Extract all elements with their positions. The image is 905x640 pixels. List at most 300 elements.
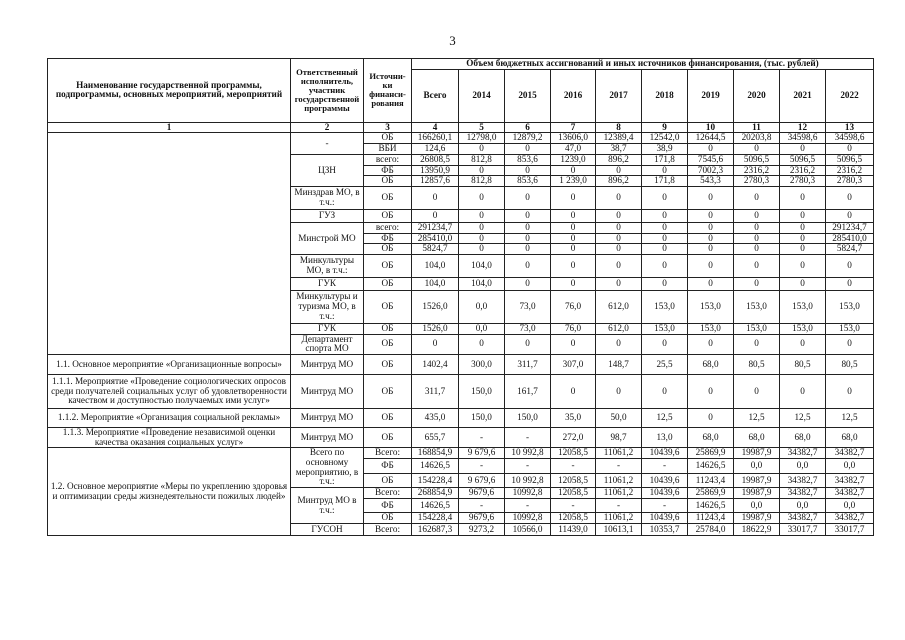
header-year: 2015 xyxy=(505,69,551,122)
year-value-cell: 0 xyxy=(780,254,826,277)
total-cell: 268854,9 xyxy=(412,488,459,499)
year-value-cell: 80,5 xyxy=(826,354,874,374)
year-value-cell: 34382,7 xyxy=(826,488,874,499)
year-value-cell: 0 xyxy=(505,186,551,209)
year-value-cell: 0 xyxy=(734,209,780,222)
year-value-cell: 272,0 xyxy=(551,427,596,447)
year-value-cell: 12,5 xyxy=(826,408,874,427)
year-value-cell: 12798,0 xyxy=(459,133,505,144)
year-value-cell: 11061,2 xyxy=(596,488,642,499)
year-value-cell: 38,7 xyxy=(596,144,642,155)
year-value-cell: 10 992,8 xyxy=(505,448,551,459)
year-value-cell: 0 xyxy=(459,334,505,354)
year-value-cell: 0 xyxy=(505,233,551,244)
table-row xyxy=(48,408,874,427)
source-cell: ОБ xyxy=(364,176,412,187)
total-cell: 5824,7 xyxy=(412,244,459,255)
year-value-cell: - xyxy=(596,459,642,474)
year-value-cell: 73,0 xyxy=(505,323,551,334)
year-value-cell: 0 xyxy=(459,165,505,176)
header-year: 2021 xyxy=(780,69,826,122)
year-value-cell: 34382,7 xyxy=(826,474,874,488)
total-cell: 1526,0 xyxy=(412,290,459,323)
source-cell: ФБ xyxy=(364,459,412,474)
year-value-cell: 0,0 xyxy=(459,290,505,323)
year-value-cell: 0 xyxy=(688,244,734,255)
year-value-cell: 12,5 xyxy=(734,408,780,427)
year-value-cell: 2780,3 xyxy=(826,176,874,187)
year-value-cell: 0 xyxy=(826,144,874,155)
total-cell: 154228,4 xyxy=(412,513,459,524)
program-name-cell: 1.1.1. Мероприятие «Проведение социологических опросов среди получателей социальных услуг об удовлетворенности качеством и доступностью получаемых ими услуг» xyxy=(48,374,291,408)
year-value-cell: 0 xyxy=(826,374,874,408)
total-cell: 162687,3 xyxy=(412,524,459,536)
year-value-cell: 12644,5 xyxy=(688,133,734,144)
year-value-cell: 0 xyxy=(734,233,780,244)
year-value-cell: 25869,9 xyxy=(688,448,734,459)
year-value-cell: 19987,9 xyxy=(734,448,780,459)
year-value-cell: 10 992,8 xyxy=(505,474,551,488)
source-cell: ФБ xyxy=(364,165,412,176)
year-value-cell: 0 xyxy=(642,374,688,408)
page-number: 3 xyxy=(449,33,456,48)
source-cell: ОБ xyxy=(364,186,412,209)
total-cell: 14626,5 xyxy=(412,499,459,513)
year-value-cell: 0,0 xyxy=(734,459,780,474)
year-value-cell: 10992,8 xyxy=(505,488,551,499)
year-value-cell: 0 xyxy=(642,222,688,233)
year-value-cell: 0 xyxy=(596,244,642,255)
year-value-cell: 153,0 xyxy=(642,323,688,334)
year-value-cell: - xyxy=(505,459,551,474)
year-value-cell: 12542,0 xyxy=(642,133,688,144)
total-cell: 285410,0 xyxy=(412,233,459,244)
header-funding-group: Объем бюджетных ассигнований и иных источников финансирования, (тыс. рублей) xyxy=(412,59,874,70)
year-value-cell: 0 xyxy=(551,374,596,408)
year-value-cell: 12389,4 xyxy=(596,133,642,144)
year-value-cell: 2780,3 xyxy=(780,176,826,187)
year-value-cell: 9273,2 xyxy=(459,524,505,536)
year-value-cell: 10353,7 xyxy=(642,524,688,536)
total-cell: 104,0 xyxy=(412,254,459,277)
source-cell: Всего: xyxy=(364,488,412,499)
year-value-cell: 68,0 xyxy=(780,427,826,447)
responsible-cell: Минтруд МО xyxy=(291,354,364,374)
year-value-cell: 25869,9 xyxy=(688,488,734,499)
year-value-cell: 0 xyxy=(551,209,596,222)
total-cell: 655,7 xyxy=(412,427,459,447)
year-value-cell: 171,8 xyxy=(642,176,688,187)
source-cell: ФБ xyxy=(364,499,412,513)
year-value-cell: 11061,2 xyxy=(596,448,642,459)
year-value-cell: 153,0 xyxy=(688,323,734,334)
year-value-cell: 0 xyxy=(551,233,596,244)
year-value-cell: 98,7 xyxy=(596,427,642,447)
year-value-cell: 9679,6 xyxy=(459,513,505,524)
year-value-cell: 0 xyxy=(596,277,642,290)
year-value-cell: 543,3 xyxy=(688,176,734,187)
year-value-cell: 34382,7 xyxy=(780,448,826,459)
source-cell: ОБ xyxy=(364,427,412,447)
year-value-cell: 0,0 xyxy=(780,459,826,474)
year-value-cell: 0 xyxy=(551,244,596,255)
year-value-cell: 0 xyxy=(642,244,688,255)
year-value-cell: - xyxy=(642,459,688,474)
year-value-cell: 0 xyxy=(780,334,826,354)
source-cell: ОБ xyxy=(364,474,412,488)
responsible-cell: Минтруд МО xyxy=(291,374,364,408)
header-responsible: Ответственный исполнитель, участник государственной программы xyxy=(291,59,364,123)
total-cell: 124,6 xyxy=(412,144,459,155)
year-value-cell: 0 xyxy=(642,165,688,176)
year-value-cell: 896,2 xyxy=(596,176,642,187)
column-number: 2 xyxy=(291,122,364,133)
year-value-cell: 35,0 xyxy=(551,408,596,427)
year-value-cell: 0 xyxy=(688,186,734,209)
year-value-cell: 5096,5 xyxy=(826,154,874,165)
year-value-cell: 34382,7 xyxy=(780,513,826,524)
responsible-cell: ЦЗН xyxy=(291,154,364,186)
year-value-cell: 307,0 xyxy=(551,354,596,374)
column-number: 13 xyxy=(826,122,874,133)
year-value-cell: 13,0 xyxy=(642,427,688,447)
total-cell: 14626,5 xyxy=(412,459,459,474)
year-value-cell: 0 xyxy=(505,165,551,176)
year-value-cell: 34382,7 xyxy=(780,488,826,499)
year-value-cell: 0 xyxy=(459,244,505,255)
year-value-cell: 0 xyxy=(734,144,780,155)
year-value-cell: 19987,9 xyxy=(734,513,780,524)
header-year: 2019 xyxy=(688,69,734,122)
year-value-cell: 10992,8 xyxy=(505,513,551,524)
responsible-cell: Минздрав МО, в т.ч.: xyxy=(291,186,364,209)
year-value-cell: 0 xyxy=(505,222,551,233)
year-value-cell: 0 xyxy=(551,334,596,354)
year-value-cell: 0 xyxy=(642,209,688,222)
total-cell: 26808,5 xyxy=(412,154,459,165)
year-value-cell: - xyxy=(596,499,642,513)
column-number: 3 xyxy=(364,122,412,133)
source-cell: ОБ xyxy=(364,354,412,374)
year-value-cell: - xyxy=(459,427,505,447)
year-value-cell: 153,0 xyxy=(688,290,734,323)
column-numbers-row xyxy=(48,122,874,133)
column-number: 11 xyxy=(734,122,780,133)
source-cell: ВБИ xyxy=(364,144,412,155)
year-value-cell: 104,0 xyxy=(459,277,505,290)
year-value-cell: 0 xyxy=(596,254,642,277)
header-name: Наименование государственной программы, подпрограммы, основных мероприятий, мероприятий xyxy=(48,59,291,123)
year-value-cell: 150,0 xyxy=(505,408,551,427)
year-value-cell: 0 xyxy=(734,254,780,277)
year-value-cell: 0 xyxy=(596,222,642,233)
year-value-cell: 12058,5 xyxy=(551,448,596,459)
year-value-cell: 0 xyxy=(642,334,688,354)
year-value-cell: 9 679,6 xyxy=(459,448,505,459)
year-value-cell: - xyxy=(459,459,505,474)
column-number: 8 xyxy=(596,122,642,133)
column-number: 4 xyxy=(412,122,459,133)
year-value-cell: 50,0 xyxy=(596,408,642,427)
year-value-cell: 0 xyxy=(459,222,505,233)
year-value-cell: 0 xyxy=(780,186,826,209)
year-value-cell: 0 xyxy=(688,334,734,354)
year-value-cell: 12,5 xyxy=(780,408,826,427)
year-value-cell: 19987,9 xyxy=(734,488,780,499)
year-value-cell: 12879,2 xyxy=(505,133,551,144)
year-value-cell: 153,0 xyxy=(826,323,874,334)
year-value-cell: 12,5 xyxy=(642,408,688,427)
year-value-cell: 0 xyxy=(780,222,826,233)
year-value-cell: 73,0 xyxy=(505,290,551,323)
responsible-cell: ГУЗ xyxy=(291,209,364,222)
header-year: 2014 xyxy=(459,69,505,122)
year-value-cell: 5096,5 xyxy=(734,154,780,165)
year-value-cell: 10439,6 xyxy=(642,513,688,524)
year-value-cell: 0 xyxy=(780,374,826,408)
responsible-cell: Департамент спорта МО xyxy=(291,334,364,354)
total-cell: 13950,9 xyxy=(412,165,459,176)
year-value-cell: 5096,5 xyxy=(780,154,826,165)
year-value-cell: 311,7 xyxy=(505,354,551,374)
table-row xyxy=(48,374,874,408)
year-value-cell: 812,8 xyxy=(459,176,505,187)
year-value-cell: 153,0 xyxy=(826,290,874,323)
total-cell: 12857,6 xyxy=(412,176,459,187)
year-value-cell: 80,5 xyxy=(780,354,826,374)
column-number: 9 xyxy=(642,122,688,133)
year-value-cell: 68,0 xyxy=(826,427,874,447)
year-value-cell: 47,0 xyxy=(551,144,596,155)
year-value-cell: 0 xyxy=(826,254,874,277)
header-year: 2020 xyxy=(734,69,780,122)
column-number: 1 xyxy=(48,122,291,133)
year-value-cell: 0 xyxy=(734,186,780,209)
year-value-cell: 896,2 xyxy=(596,154,642,165)
year-value-cell: 0 xyxy=(688,144,734,155)
year-value-cell: 13606,0 xyxy=(551,133,596,144)
responsible-cell: Минкультуры и туризма МО, в т.ч.: xyxy=(291,290,364,323)
year-value-cell: 9 679,6 xyxy=(459,474,505,488)
column-number: 10 xyxy=(688,122,734,133)
year-value-cell: 0 xyxy=(688,209,734,222)
year-value-cell: 34382,7 xyxy=(826,513,874,524)
responsible-cell: Минтруд МО xyxy=(291,408,364,427)
source-cell: всего: xyxy=(364,154,412,165)
source-cell: ОБ xyxy=(364,133,412,144)
year-value-cell: 0 xyxy=(734,244,780,255)
year-value-cell: 10566,0 xyxy=(505,524,551,536)
header-year: 2018 xyxy=(642,69,688,122)
year-value-cell: 153,0 xyxy=(734,290,780,323)
source-cell: ОБ xyxy=(364,323,412,334)
year-value-cell: 0 xyxy=(734,334,780,354)
year-value-cell: 150,0 xyxy=(459,408,505,427)
year-value-cell: 0 xyxy=(734,374,780,408)
year-value-cell: 9679,6 xyxy=(459,488,505,499)
year-value-cell: 2316,2 xyxy=(780,165,826,176)
source-cell: Всего: xyxy=(364,448,412,459)
year-value-cell: 14626,5 xyxy=(688,459,734,474)
total-cell: 0 xyxy=(412,209,459,222)
year-value-cell: 0 xyxy=(642,233,688,244)
responsible-cell: Минстрой МО xyxy=(291,222,364,254)
total-cell: 104,0 xyxy=(412,277,459,290)
year-value-cell: 0 xyxy=(505,334,551,354)
year-value-cell: 0 xyxy=(734,277,780,290)
column-number: 12 xyxy=(780,122,826,133)
column-number: 7 xyxy=(551,122,596,133)
header-year: 2022 xyxy=(826,69,874,122)
year-value-cell: 612,0 xyxy=(596,323,642,334)
year-value-cell: 12058,5 xyxy=(551,474,596,488)
year-value-cell: 153,0 xyxy=(734,323,780,334)
year-value-cell: 0 xyxy=(459,233,505,244)
table-row xyxy=(48,354,874,374)
source-cell: ОБ xyxy=(364,334,412,354)
year-value-cell: 19987,9 xyxy=(734,474,780,488)
year-value-cell: 0 xyxy=(551,165,596,176)
responsible-cell: Минкультуры МО, в т.ч.: xyxy=(291,254,364,277)
year-value-cell: 0 xyxy=(688,233,734,244)
year-value-cell: 150,0 xyxy=(459,374,505,408)
responsible-cell: - xyxy=(291,133,364,155)
source-cell: ОБ xyxy=(364,244,412,255)
header-year: 2016 xyxy=(551,69,596,122)
year-value-cell: 0 xyxy=(459,209,505,222)
year-value-cell: 11243,4 xyxy=(688,513,734,524)
year-value-cell: - xyxy=(551,499,596,513)
year-value-cell: 12058,5 xyxy=(551,488,596,499)
year-value-cell: 0 xyxy=(688,254,734,277)
total-cell: 166260,1 xyxy=(412,133,459,144)
year-value-cell: 812,8 xyxy=(459,154,505,165)
year-value-cell: 0 xyxy=(596,186,642,209)
program-name-cell xyxy=(48,133,291,355)
total-cell: 0 xyxy=(412,334,459,354)
year-value-cell: 25784,0 xyxy=(688,524,734,536)
header-year: 2017 xyxy=(596,69,642,122)
year-value-cell: 0 xyxy=(780,244,826,255)
program-name-cell: 1.1.3. Мероприятие «Проведение независимой оценки качества оказания социальных услуг» xyxy=(48,427,291,447)
year-value-cell: 153,0 xyxy=(642,290,688,323)
year-value-cell: 0 xyxy=(642,254,688,277)
year-value-cell: 0 xyxy=(642,277,688,290)
total-cell: 168854,9 xyxy=(412,448,459,459)
year-value-cell: 0 xyxy=(734,222,780,233)
total-cell: 1402,4 xyxy=(412,354,459,374)
year-value-cell: 0 xyxy=(551,254,596,277)
year-value-cell: - xyxy=(505,427,551,447)
year-value-cell: 0 xyxy=(688,408,734,427)
year-value-cell: - xyxy=(459,499,505,513)
year-value-cell: 7002,3 xyxy=(688,165,734,176)
year-value-cell: 0 xyxy=(826,186,874,209)
source-cell: ОБ xyxy=(364,254,412,277)
responsible-cell: ГУК xyxy=(291,323,364,334)
year-value-cell: 853,6 xyxy=(505,154,551,165)
year-value-cell: 25,5 xyxy=(642,354,688,374)
source-cell: Всего: xyxy=(364,524,412,536)
year-value-cell: 0,0 xyxy=(459,323,505,334)
year-value-cell: 612,0 xyxy=(596,290,642,323)
table-row xyxy=(48,427,874,447)
year-value-cell: - xyxy=(505,499,551,513)
year-value-cell: 68,0 xyxy=(688,354,734,374)
total-cell: 1526,0 xyxy=(412,323,459,334)
year-value-cell: - xyxy=(551,459,596,474)
year-value-cell: 0 xyxy=(596,334,642,354)
year-value-cell: 14626,5 xyxy=(688,499,734,513)
responsible-cell: ГУСОН xyxy=(291,524,364,536)
year-value-cell: 0 xyxy=(780,144,826,155)
column-number: 5 xyxy=(459,122,505,133)
year-value-cell: 34382,7 xyxy=(826,448,874,459)
year-value-cell: 11061,2 xyxy=(596,513,642,524)
year-value-cell: 5824,7 xyxy=(826,244,874,255)
year-value-cell: 0 xyxy=(551,186,596,209)
source-cell: ОБ xyxy=(364,513,412,524)
year-value-cell: 0 xyxy=(688,222,734,233)
year-value-cell: 0 xyxy=(505,144,551,155)
year-value-cell: 148,7 xyxy=(596,354,642,374)
year-value-cell: 171,8 xyxy=(642,154,688,165)
year-value-cell: 0 xyxy=(551,277,596,290)
year-value-cell: 0 xyxy=(780,277,826,290)
year-value-cell: 10439,6 xyxy=(642,488,688,499)
budget-table xyxy=(47,58,874,536)
year-value-cell: 300,0 xyxy=(459,354,505,374)
year-value-cell: 10439,6 xyxy=(642,448,688,459)
total-cell: 311,7 xyxy=(412,374,459,408)
source-cell: ОБ xyxy=(364,408,412,427)
year-value-cell: 68,0 xyxy=(734,427,780,447)
year-value-cell: 0 xyxy=(826,209,874,222)
year-value-cell: 34382,7 xyxy=(780,474,826,488)
year-value-cell: 33017,7 xyxy=(826,524,874,536)
year-value-cell: 161,7 xyxy=(505,374,551,408)
responsible-cell: ГУК xyxy=(291,277,364,290)
year-value-cell: 0,0 xyxy=(826,499,874,513)
year-value-cell: 2780,3 xyxy=(734,176,780,187)
year-value-cell: 33017,7 xyxy=(780,524,826,536)
source-cell: ОБ xyxy=(364,374,412,408)
year-value-cell: 291234,7 xyxy=(826,222,874,233)
year-value-cell: 0 xyxy=(826,334,874,354)
year-value-cell: 0,0 xyxy=(734,499,780,513)
year-value-cell: 38,9 xyxy=(642,144,688,155)
year-value-cell: 10613,1 xyxy=(596,524,642,536)
year-value-cell: 0 xyxy=(505,209,551,222)
year-value-cell: 1239,0 xyxy=(551,154,596,165)
program-name-cell: 1.1.2. Мероприятие «Организация социальной рекламы» xyxy=(48,408,291,427)
year-value-cell: 0 xyxy=(596,233,642,244)
header-total: Всего xyxy=(412,69,459,122)
responsible-cell: Минтруд МО xyxy=(291,427,364,447)
year-value-cell: 0,0 xyxy=(826,459,874,474)
year-value-cell: 80,5 xyxy=(734,354,780,374)
year-value-cell: 0 xyxy=(688,277,734,290)
year-value-cell: 153,0 xyxy=(780,323,826,334)
year-value-cell: 0 xyxy=(596,374,642,408)
year-value-cell: 285410,0 xyxy=(826,233,874,244)
year-value-cell: 0 xyxy=(642,186,688,209)
year-value-cell: 11061,2 xyxy=(596,474,642,488)
year-value-cell: 7545,6 xyxy=(688,154,734,165)
year-value-cell: 10439,6 xyxy=(642,474,688,488)
year-value-cell: 76,0 xyxy=(551,323,596,334)
year-value-cell: - xyxy=(642,499,688,513)
